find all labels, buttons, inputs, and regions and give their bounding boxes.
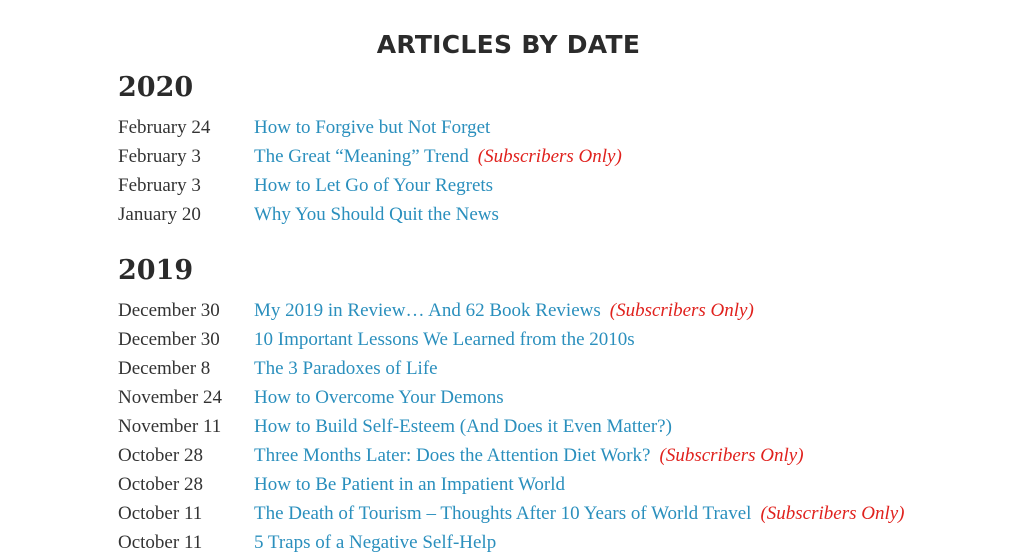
- article-date: October 11: [118, 503, 203, 524]
- article-link[interactable]: How to Build Self-Esteem (And Does it Even Matter?): [254, 416, 672, 437]
- article-date: December 8: [118, 358, 211, 379]
- article-row: [118, 171, 493, 200]
- page-title: ARTICLES BY DATE: [376, 30, 641, 59]
- article-date: January 20: [118, 204, 201, 225]
- article-date: November 24: [118, 387, 222, 408]
- article-row: [118, 354, 438, 383]
- article-row: [118, 528, 496, 557]
- article-date: February 3: [118, 146, 201, 167]
- article-link[interactable]: The Death of Tourism – Thoughts After 10 Years of World Travel: [254, 503, 752, 524]
- article-link[interactable]: The Great “Meaning” Trend: [254, 146, 469, 167]
- article-date: February 3: [118, 175, 201, 196]
- article-row: [118, 499, 905, 528]
- article-date: December 30: [118, 300, 220, 321]
- article-date: November 11: [118, 416, 222, 437]
- article-row: [118, 113, 490, 142]
- article-row: [118, 441, 804, 470]
- article-date: February 24: [118, 117, 211, 138]
- article-date: December 30: [118, 329, 220, 350]
- article-date: October 11: [118, 532, 203, 553]
- year-heading-2019: 2019: [118, 255, 194, 286]
- article-link[interactable]: How to Be Patient in an Impatient World: [254, 474, 566, 495]
- subscribers-only-badge: (Subscribers Only): [477, 146, 622, 167]
- year-heading-2020: 2020: [118, 72, 194, 103]
- article-row: [118, 383, 504, 412]
- article-row: [118, 296, 754, 325]
- article-link[interactable]: The 3 Paradoxes of Life: [254, 358, 438, 379]
- article-row: [118, 470, 565, 499]
- article-link[interactable]: How to Let Go of Your Regrets: [254, 175, 494, 196]
- article-row: [118, 200, 499, 229]
- article-link[interactable]: How to Overcome Your Demons: [254, 387, 504, 408]
- article-link[interactable]: 10 Important Lessons We Learned from the 2010s: [254, 329, 635, 350]
- article-date: October 28: [118, 474, 203, 495]
- article-row: [118, 412, 672, 441]
- article-row: [118, 142, 622, 171]
- subscribers-only-badge: (Subscribers Only): [760, 503, 905, 524]
- article-link[interactable]: My 2019 in Review… And 62 Book Reviews: [254, 300, 601, 321]
- article-row: [118, 325, 635, 354]
- article-link[interactable]: How to Forgive but Not Forget: [254, 117, 491, 138]
- subscribers-only-badge: (Subscribers Only): [659, 445, 804, 466]
- article-link[interactable]: Three Months Later: Does the Attention Diet Work?: [254, 445, 651, 466]
- article-date: October 28: [118, 445, 203, 466]
- subscribers-only-badge: (Subscribers Only): [609, 300, 754, 321]
- article-link[interactable]: Why You Should Quit the News: [254, 204, 499, 225]
- article-link[interactable]: 5 Traps of a Negative Self-Help: [254, 532, 497, 553]
